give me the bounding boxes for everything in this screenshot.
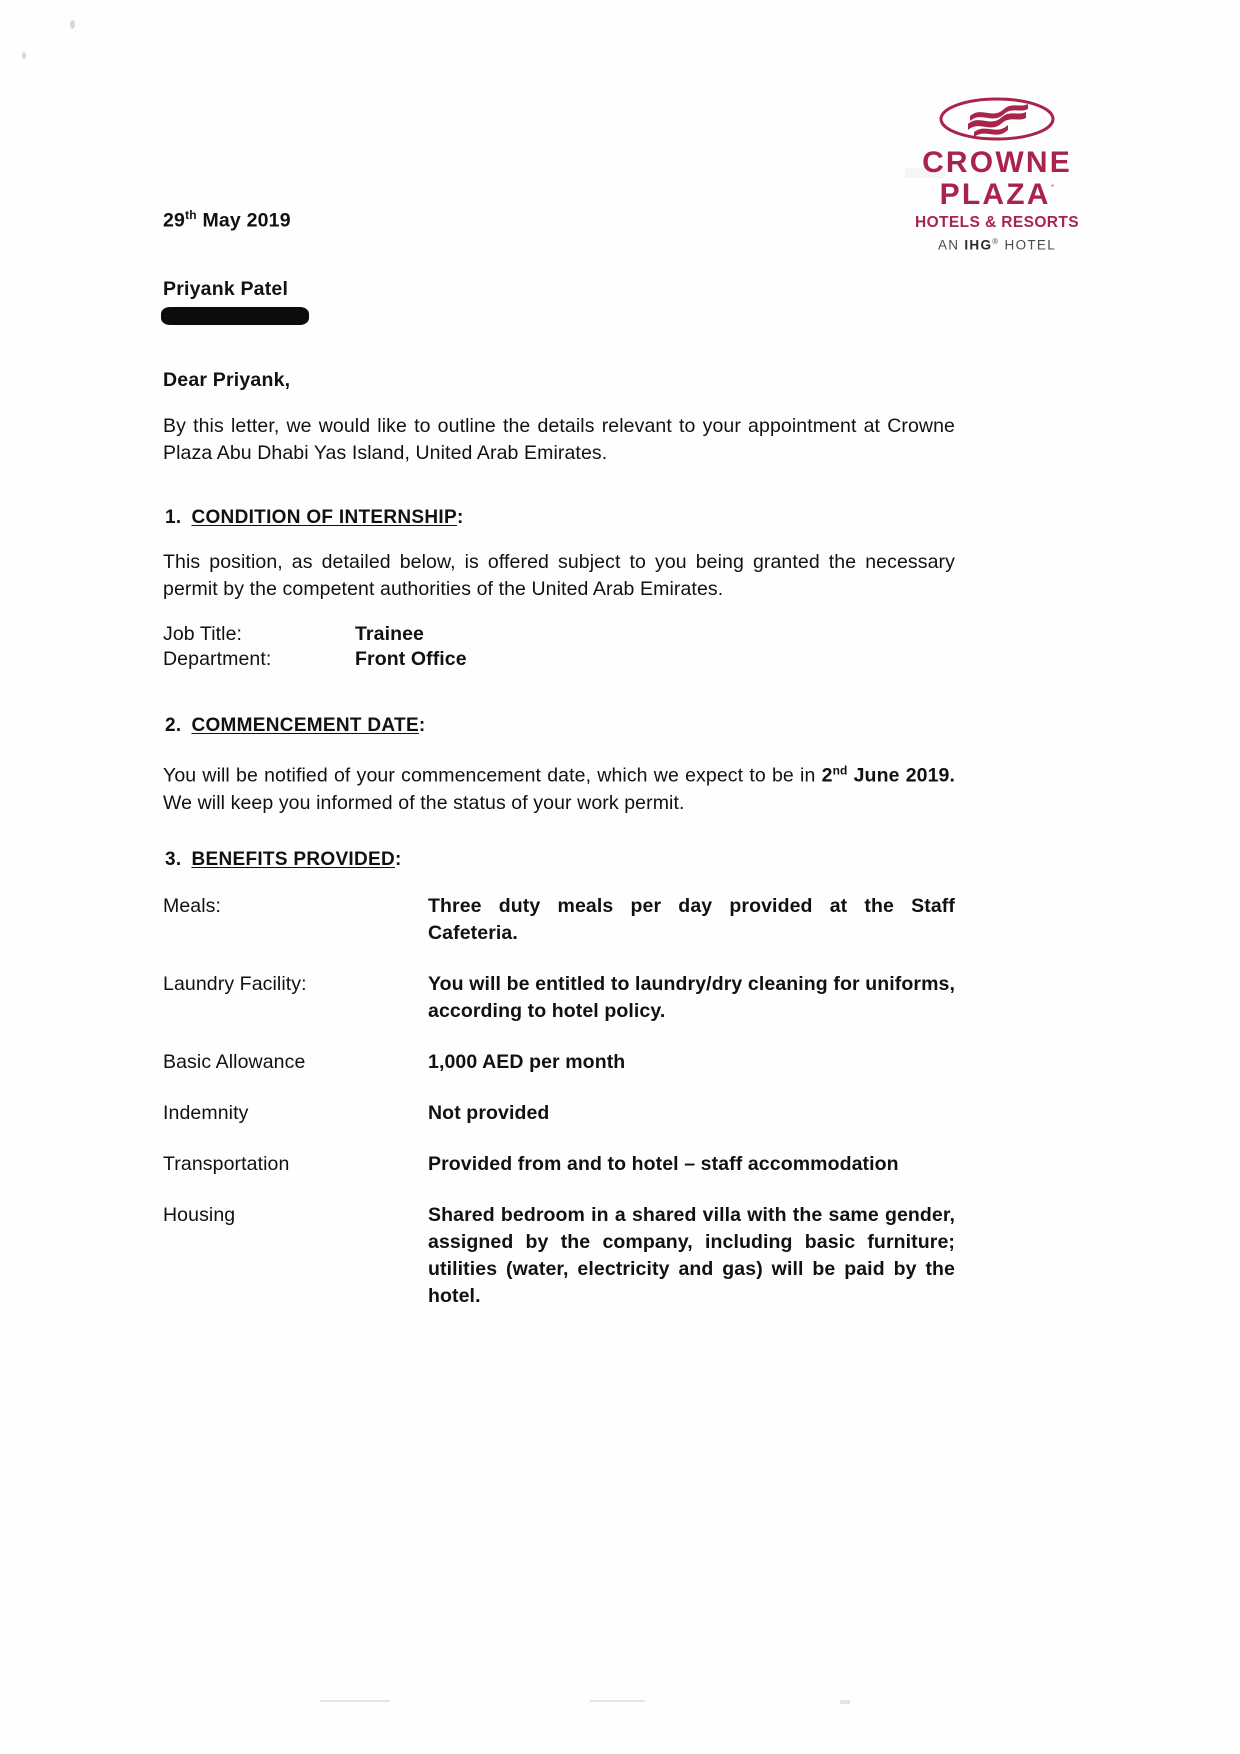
scan-edge-artifact: [320, 1700, 390, 1702]
section-1-title: CONDITION OF INTERNSHIP: [191, 507, 457, 528]
benefit-label-indemnity: Indemnity: [163, 1102, 249, 1124]
section-1-colon: :: [456, 507, 464, 528]
section-2-number: 2.: [165, 715, 182, 736]
logo-trademark: ´: [1050, 184, 1055, 196]
benefit-label-laundry: Laundry Facility:: [163, 973, 307, 995]
ihg-registered-mark: ®: [992, 236, 1000, 246]
section-3-number: 3.: [165, 849, 182, 870]
scan-artifact: [22, 52, 26, 59]
section-3-heading: [165, 849, 402, 871]
ihg-suffix: HOTEL: [999, 237, 1057, 252]
job-title-label: Job Title:: [163, 623, 243, 645]
redacted-address-bar: [161, 307, 309, 325]
letter-date: [163, 208, 291, 233]
section-2-body: [163, 757, 955, 817]
job-title-value: Trainee: [355, 623, 424, 645]
detail-row: [163, 647, 863, 672]
benefit-row: [163, 1049, 955, 1076]
commencement-text-after: We will keep you informed of the status of your work permit.: [163, 791, 685, 814]
scan-artifact: [70, 20, 75, 29]
benefit-value-transportation: Provided from and to hotel – staff accommodation: [428, 1153, 899, 1175]
commencement-date-ordinal: nd: [832, 763, 848, 777]
section-2-colon: :: [418, 715, 426, 736]
benefit-label-housing: Housing: [163, 1204, 236, 1226]
commencement-text-before: You will be notified of your commencement date, which we expect to be in: [163, 764, 822, 787]
benefit-label-transportation: Transportation: [163, 1153, 290, 1175]
benefit-value-meals: Three duty meals per day provided at the Staff Cafeteria.: [428, 895, 955, 944]
benefit-value-indemnity: Not provided: [428, 1102, 550, 1124]
section-2-heading: [165, 715, 426, 737]
addressee-name: Priyank Patel: [163, 278, 289, 300]
scan-edge-artifact: [590, 1700, 645, 1702]
scan-edge-artifact: [840, 1700, 850, 1704]
date-ordinal: th: [185, 208, 197, 222]
section-1-heading: [165, 507, 464, 529]
crowne-plaza-logo: [882, 96, 1112, 252]
position-details-block: [163, 622, 863, 672]
crowne-crown-oval-icon: [938, 96, 1056, 142]
salutation: Dear Priyank,: [163, 369, 291, 391]
benefit-value-laundry: You will be entitled to laundry/dry cleaning for uniforms, according to hotel policy.: [428, 973, 955, 1022]
benefit-row: [163, 893, 955, 947]
logo-line-crowne: CROWNE: [922, 146, 1072, 179]
benefit-row: [163, 1202, 955, 1310]
section-1-number: 1.: [165, 507, 182, 528]
date-month-year: May 2019: [196, 209, 291, 232]
section-1-body: This position, as detailed below, is offered subject to you being granted the necessary permit by the competent authorities of the United Arab Emirates.: [163, 551, 955, 600]
benefit-label-meals: Meals:: [163, 895, 222, 917]
benefit-row: [163, 971, 955, 1025]
department-label: Department:: [163, 648, 272, 670]
benefit-value-basic-allowance: 1,000 AED per month: [428, 1051, 626, 1073]
benefits-list: [163, 893, 955, 1310]
commencement-date-rest: June 2019.: [847, 764, 956, 787]
logo-line-plaza: [882, 180, 1112, 210]
logo-ihg-line: [882, 238, 1112, 252]
ihg-prefix: AN: [937, 237, 965, 252]
benefit-row: [163, 1151, 955, 1178]
section-3-title: BENEFITS PROVIDED: [191, 849, 396, 870]
ihg-brand: IHG: [964, 237, 993, 252]
detail-row: [163, 622, 863, 647]
section-3-colon: :: [395, 849, 402, 870]
section-2-title: COMMENCEMENT DATE: [191, 715, 419, 736]
commencement-date-number: 2: [821, 764, 833, 787]
benefit-value-housing: Shared bedroom in a shared villa with the same gender, assigned by the company, including basic furniture; utilities (water, electricity and gas) will be paid by the hotel.: [428, 1204, 955, 1307]
logo-subtitle: HOTELS & RESORTS: [915, 214, 1079, 231]
benefit-row: [163, 1100, 955, 1127]
intro-paragraph: By this letter, we would like to outline the details relevant to your appointment at Crowne Plaza Abu Dhabi Yas Island, United Arab Emirates.: [163, 415, 955, 464]
benefit-label-basic-allowance: Basic Allowance: [163, 1051, 306, 1073]
logo-plaza-text: PLAZA: [939, 178, 1051, 211]
department-value: Front Office: [355, 648, 467, 670]
date-day: 29: [163, 209, 186, 232]
